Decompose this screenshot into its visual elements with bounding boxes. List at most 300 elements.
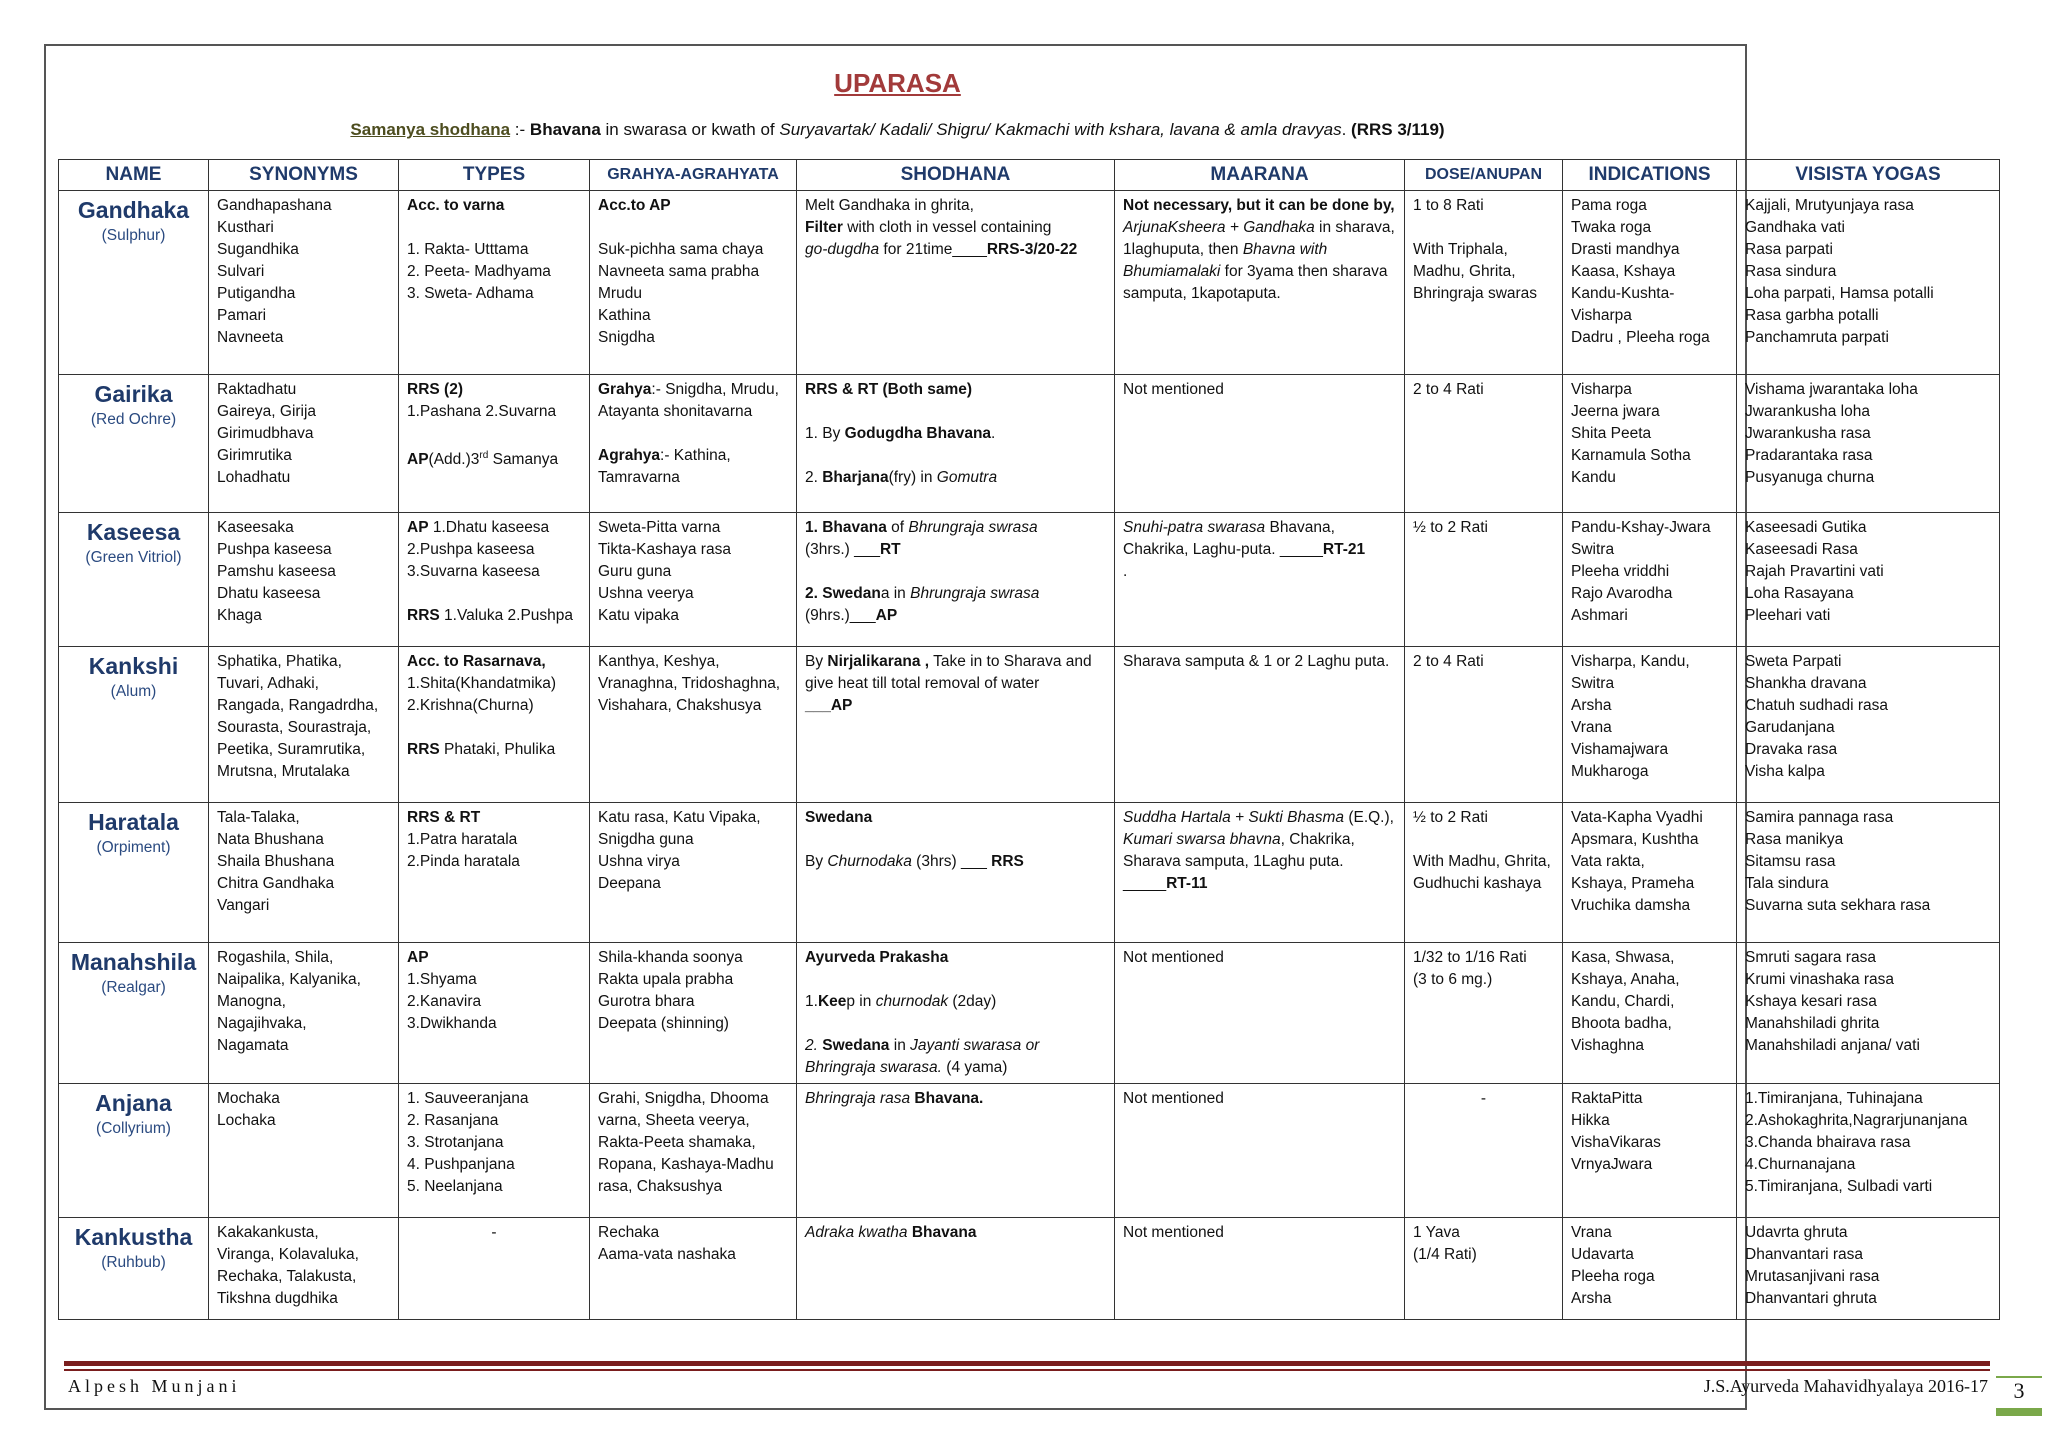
maarana-text: Bhavna with Bhumiamalaki — [1123, 241, 1328, 280]
yoga: Kaseesadi Rasa — [1745, 541, 1858, 558]
indication: Kandu-Kushta-Visharpa — [1571, 285, 1675, 324]
type-text: RRS — [407, 741, 440, 758]
yoga: Kaseesadi Gutika — [1745, 519, 1867, 536]
grahya-line — [598, 539, 788, 561]
shodhana-text: (2day) — [948, 993, 997, 1010]
shodhana-line — [805, 539, 1106, 561]
page-frame — [44, 44, 1988, 1410]
maarana-text: Not mentioned — [1123, 381, 1224, 398]
type-text: RRS & RT — [407, 809, 481, 826]
indication: Arsha — [1571, 1290, 1612, 1307]
table-row — [59, 647, 2000, 803]
substance-name: Kankustha — [74, 1224, 193, 1250]
dose: ½ to 2 Rati — [1413, 809, 1488, 826]
indication: Rajo Avarodha — [1571, 585, 1673, 602]
yoga: Udavrta ghruta — [1745, 1224, 1848, 1241]
shodhana-text: By — [805, 653, 828, 670]
grahya-text: Navneeta sama prabha — [598, 263, 760, 280]
shodhana-text: ___AP — [805, 697, 853, 714]
synonym: Raktadhatu — [217, 381, 297, 398]
indication: Switra — [1571, 541, 1615, 558]
indication: Vata rakta, — [1571, 853, 1645, 870]
maarana-cell — [1115, 1218, 1405, 1320]
indication: Pleeha roga — [1571, 1268, 1655, 1285]
type-line — [407, 1222, 581, 1244]
types-cell — [399, 647, 590, 803]
dose: 1/32 to 1/16 Rati — [1413, 949, 1527, 966]
shodhana-text: Bhrungraja swrasa — [908, 519, 1038, 536]
grahya-text: Kathina — [598, 307, 651, 324]
shodhana-text: a in — [880, 585, 911, 602]
grahya-text: Shila-khanda soonya — [598, 949, 743, 966]
type-line — [407, 651, 581, 673]
type-line — [407, 739, 581, 761]
synonym: Sphatika, Phatika, — [217, 653, 342, 670]
header-name: NAME — [59, 160, 209, 191]
synonym: Khaga — [217, 607, 262, 624]
grahya-text: Rechaka — [598, 1224, 660, 1241]
yoga: Manahshiladi ghrita — [1745, 1015, 1880, 1032]
yoga: Samira pannaga rasa — [1745, 809, 1894, 826]
grahya-text: Ushna virya — [598, 853, 680, 870]
footer-rule — [64, 1361, 1990, 1366]
synonym: Viranga, Kolavaluka, — [217, 1246, 359, 1263]
shodhana-text: 1. By — [805, 425, 845, 442]
shodhana-text: Take in to Sharava and give heat till total removal of water — [805, 653, 1092, 692]
grahya-text: Deepata (shinning) — [598, 1015, 729, 1032]
grahya-line — [598, 873, 788, 895]
indication: Switra — [1571, 675, 1615, 692]
shodhana-text: Bharjana — [822, 469, 889, 486]
yoga: Visha kalpa — [1745, 763, 1825, 780]
shodhana-text: (9hrs.)___ — [805, 607, 876, 624]
table-row — [59, 375, 2000, 513]
grahya-line — [598, 1244, 788, 1266]
indications-cell — [1563, 943, 1737, 1084]
indication: Kandu — [1571, 469, 1616, 486]
type-line — [407, 283, 581, 305]
type-text: 1. Sauveeranjana — [407, 1090, 529, 1107]
shodhana-text: in — [889, 1037, 911, 1054]
shodhana-text: RRS & RT (Both same) — [805, 381, 973, 398]
indications-cell — [1563, 1218, 1737, 1320]
synonym: Mrutsna, Mrutalaka — [217, 763, 350, 780]
yogas-cell — [1737, 647, 2000, 803]
indication: Karnamula Sotha — [1571, 447, 1691, 464]
indication: VishaVikaras — [1571, 1134, 1661, 1151]
synonyms-cell — [209, 375, 399, 513]
grahya-line — [598, 261, 788, 283]
dose: 2 to 4 Rati — [1413, 381, 1484, 398]
maarana-line — [1123, 217, 1396, 305]
dose-cell — [1405, 943, 1563, 1084]
type-text: 1.Patra haratala — [407, 831, 518, 848]
grahya-text: Guru guna — [598, 563, 672, 580]
shodhana-text: 2. Swedan — [805, 585, 881, 602]
maarana-cell — [1115, 1084, 1405, 1218]
type-text: Acc. to varna — [407, 197, 505, 214]
synonyms-cell — [209, 1084, 399, 1218]
page-number-bar — [1996, 1408, 2042, 1416]
grahya-text: Aama-vata nashaka — [598, 1246, 736, 1263]
type-text: AP — [407, 519, 429, 536]
dose: With Madhu, Ghrita, Gudhuchi kashaya — [1413, 853, 1551, 892]
yoga: 4.Churnanajana — [1745, 1156, 1856, 1173]
subtitle-italic: Suryavartak/ Kadali/ Shigru/ Kakmachi with kshara, lavana & amla dravyas — [779, 120, 1342, 139]
type-text: 5. Neelanjana — [407, 1178, 503, 1195]
indication: Pama roga — [1571, 197, 1647, 214]
footer-rule-thin — [64, 1369, 1990, 1371]
english-name: (Red Ochre) — [90, 411, 177, 428]
indications-cell — [1563, 375, 1737, 513]
shodhana-text: Filter — [805, 219, 843, 236]
synonym: Peetika, Suramrutika, — [217, 741, 366, 758]
maarana-cell — [1115, 375, 1405, 513]
yogas-cell — [1737, 803, 2000, 943]
yoga: Dhanvantari rasa — [1745, 1246, 1864, 1263]
types-cell — [399, 191, 590, 375]
grahya-text: :- Kathina, Tamravarna — [598, 447, 731, 486]
substance-name: Gandhaka — [77, 197, 190, 223]
shodhana-line — [805, 583, 1106, 605]
shodhana-line — [805, 1013, 1106, 1035]
type-line — [407, 673, 581, 695]
yoga: Vishama jwarantaka loha — [1745, 381, 1918, 398]
grahya-line — [598, 605, 788, 627]
type-text: 1. Rakta- Utttama — [407, 241, 529, 258]
indication: Kasa, Shwasa, — [1571, 949, 1675, 966]
synonym: Nata Bhushana — [217, 831, 324, 848]
name-cell — [59, 1084, 209, 1218]
maarana-line — [1123, 651, 1396, 673]
dose: With Triphala, Madhu, Ghrita, Bhringraja swaras — [1413, 241, 1538, 302]
type-text: 1.Shita(Khandatmika) — [407, 675, 557, 692]
yoga: Gandhaka vati — [1745, 219, 1845, 236]
types-cell — [399, 1218, 590, 1320]
synonym: Sulvari — [217, 263, 265, 280]
indication: Drasti mandhya — [1571, 241, 1680, 258]
indication: Ashmari — [1571, 607, 1628, 624]
shodhana-text: . — [991, 425, 996, 442]
synonym: Gandhapashana — [217, 197, 332, 214]
shodhana-line — [805, 445, 1106, 467]
indication: Vata-Kapha Vyadhi — [1571, 809, 1703, 826]
indication: Udavarta — [1571, 1246, 1634, 1263]
header-dose: DOSE/ANUPAN — [1405, 160, 1563, 191]
shodhana-cell — [797, 647, 1115, 803]
maarana-line — [1123, 1222, 1396, 1244]
type-line — [407, 829, 581, 851]
type-line — [407, 217, 581, 239]
english-name: (Ruhbub) — [101, 1254, 166, 1271]
type-text: Phataki, Phulika — [439, 741, 556, 758]
yoga: Jwarankusha loha — [1745, 403, 1870, 420]
indications-cell — [1563, 647, 1737, 803]
maarana-text: Bhavana, Chakrika, Laghu-puta. _____ — [1123, 519, 1335, 558]
grahya-line — [598, 423, 788, 445]
yoga: Mrutasanjivani rasa — [1745, 1268, 1880, 1285]
shodhana-line — [805, 195, 1106, 217]
yoga: Pusyanuga churna — [1745, 469, 1875, 486]
maarana-text: for 3yama then sharava samputa, 1kapotaputa. — [1123, 263, 1388, 302]
indication: VrnyaJwara — [1571, 1156, 1653, 1173]
grahya-line — [598, 1013, 788, 1035]
indication: Visharpa, Kandu, — [1571, 653, 1690, 670]
type-line — [407, 517, 581, 539]
maarana-cell — [1115, 513, 1405, 647]
grahya-line — [598, 379, 788, 423]
shodhana-line — [805, 423, 1106, 445]
yoga: Loha parpati, Hamsa potalli — [1745, 285, 1934, 302]
maarana-text: Not necessary, but it can be done by, — [1123, 197, 1395, 214]
type-line — [407, 1132, 581, 1154]
page-title: UPARASA — [834, 68, 961, 98]
synonym: Girimrutika — [217, 447, 292, 464]
type-text: 2. Peeta- Madhyama — [407, 263, 551, 280]
name-cell — [59, 943, 209, 1084]
shodhana-text: (3hrs) ___ — [911, 853, 992, 870]
shodhana-text: RRS-3/20-22 — [986, 241, 1078, 258]
header-maarana: MAARANA — [1115, 160, 1405, 191]
shodhana-text: 2. — [805, 1037, 823, 1054]
yoga: 3.Chanda bhairava rasa — [1745, 1134, 1911, 1151]
yoga: 2.Ashokaghrita,Nagrarjunanjana — [1745, 1112, 1968, 1129]
dose: 1 Yava — [1413, 1224, 1460, 1241]
dose — [1413, 217, 1554, 239]
shodhana-text: for 21time____ — [879, 241, 987, 258]
type-text: 3. Strotanjana — [407, 1134, 504, 1151]
synonyms-cell — [209, 1218, 399, 1320]
page-subtitle — [46, 120, 1749, 140]
synonym: Navneeta — [217, 329, 284, 346]
indications-cell — [1563, 803, 1737, 943]
shodhana-cell — [797, 803, 1115, 943]
synonym: Sugandhika — [217, 241, 299, 258]
yoga: Chatuh sudhadi rasa — [1745, 697, 1889, 714]
yoga: Smruti sagara rasa — [1745, 949, 1876, 966]
shodhana-line — [805, 1088, 1106, 1110]
shodhana-cell — [797, 1218, 1115, 1320]
grahya-text: Rakta upala prabha — [598, 971, 734, 988]
type-line — [407, 539, 581, 561]
grahya-cell — [590, 943, 797, 1084]
english-name: (Green Vitriol) — [85, 549, 182, 566]
type-text: 3.Suvarna kaseesa — [407, 563, 540, 580]
grahya-line — [598, 1222, 788, 1244]
shodhana-text: Ayurveda Prakasha — [805, 949, 949, 966]
synonym: Mochaka — [217, 1090, 280, 1107]
dose-cell — [1405, 375, 1563, 513]
yogas-cell — [1737, 1084, 2000, 1218]
grahya-line — [598, 327, 788, 349]
maarana-text: in sharava, 1laghuputa, then — [1123, 219, 1395, 258]
grahya-text: Katu rasa, Katu Vipaka, — [598, 809, 761, 826]
shodhana-text: Gomutra — [936, 469, 998, 486]
grahya-text: Deepana — [598, 875, 661, 892]
shodhana-text: AP — [875, 607, 898, 624]
synonym: Girimudbhava — [217, 425, 314, 442]
shodhana-text: churnodak — [875, 993, 949, 1010]
synonyms-cell — [209, 943, 399, 1084]
page-number: 3 — [2013, 1378, 2025, 1403]
types-cell — [399, 375, 590, 513]
maarana-text: ArjunaKsheera + Gandhaka — [1123, 219, 1315, 236]
synonym: Shaila Bhushana — [217, 853, 335, 870]
shodhana-text: Kee — [817, 993, 847, 1010]
shodhana-text: Bhrungraja swrasa — [910, 585, 1040, 602]
name-cell — [59, 803, 209, 943]
header-types: TYPES — [399, 160, 590, 191]
shodhana-line — [805, 217, 1106, 239]
grahya-line — [598, 583, 788, 605]
type-text: RRS (2) — [407, 381, 463, 398]
type-line — [407, 695, 581, 717]
subtitle-text: in swarasa or kwath of — [600, 120, 780, 139]
shodhana-line — [805, 829, 1106, 851]
type-line — [407, 717, 581, 739]
dose-cell — [1405, 513, 1563, 647]
shodhana-text: Nirjalikarana , — [827, 653, 930, 670]
yoga: Panchamruta parpati — [1745, 329, 1889, 346]
yoga: Garudanjana — [1745, 719, 1835, 736]
maarana-cell — [1115, 191, 1405, 375]
grahya-line — [598, 217, 788, 239]
type-line — [407, 379, 581, 401]
shodhana-text: Godugdha Bhavana — [844, 425, 992, 442]
type-text: 1.Dhatu kaseesa — [428, 519, 550, 536]
synonym: Rogashila, Shila, — [217, 949, 334, 966]
maarana-text: Snuhi-patra swarasa — [1123, 519, 1266, 536]
yoga: Krumi vinashaka rasa — [1745, 971, 1895, 988]
type-line — [407, 1088, 581, 1110]
type-text: - — [491, 1224, 497, 1241]
type-line — [407, 239, 581, 261]
shodhana-text: Churnodaka — [827, 853, 912, 870]
type-line — [407, 1154, 581, 1176]
grahya-line — [598, 807, 788, 829]
type-text: Acc. to Rasarnava, — [407, 653, 546, 670]
table-row — [59, 1218, 2000, 1320]
table-row — [59, 1084, 2000, 1218]
shodhana-line — [805, 991, 1106, 1013]
type-text: 1.Valuka 2.Pushpa — [439, 607, 574, 624]
yoga: Manahshiladi anjana/ vati — [1745, 1037, 1920, 1054]
indication: Pleeha vriddhi — [1571, 563, 1670, 580]
table-body — [59, 191, 2000, 1320]
type-text: RRS — [407, 607, 440, 624]
type-line — [407, 561, 581, 583]
synonym: Dhatu kaseesa — [217, 585, 321, 602]
synonym: Tuvari, Adhaki, — [217, 675, 319, 692]
yoga: Shankha dravana — [1745, 675, 1867, 692]
substance-name: Kaseesa — [86, 519, 181, 545]
indication: Twaka roga — [1571, 219, 1652, 236]
shodhana-text: (fry) in — [888, 469, 937, 486]
grahya-cell — [590, 803, 797, 943]
dose: ½ to 2 Rati — [1413, 519, 1488, 536]
type-text: 2.Pinda haratala — [407, 853, 520, 870]
maarana-cell — [1115, 647, 1405, 803]
shodhana-text: Adraka kwatha — [805, 1224, 908, 1241]
grahya-line — [598, 829, 788, 851]
yoga: Kshaya kesari rasa — [1745, 993, 1877, 1010]
shodhana-line — [805, 1222, 1106, 1244]
indication: Shita Peeta — [1571, 425, 1652, 442]
indication: Vishamajwara — [1571, 741, 1669, 758]
maarana-text: , Chakrika, Sharava samputa, 1Laghu puta. _____ — [1123, 831, 1355, 892]
english-name: (Sulphur) — [101, 227, 166, 244]
synonym: Tala-Talaka, — [217, 809, 300, 826]
shodhana-text: go-dugdha — [805, 241, 880, 258]
maarana-text: Kumari swarsa bhavna — [1123, 831, 1281, 848]
shodhana-text: 1. Bhavana — [805, 519, 887, 536]
uparasa-table — [58, 159, 2000, 1320]
synonym: Lohadhatu — [217, 469, 291, 486]
type-text: 2.Krishna(Churna) — [407, 697, 534, 714]
yoga: Suvarna suta sekhara rasa — [1745, 897, 1931, 914]
shodhana-text: (4 yama) — [941, 1059, 1008, 1076]
maarana-text: Not mentioned — [1123, 949, 1224, 966]
shodhana-line — [805, 947, 1106, 969]
grahya-text: Katu vipaka — [598, 607, 679, 624]
maarana-cell — [1115, 943, 1405, 1084]
substance-name: Manahshila — [70, 949, 197, 975]
synonym: Pamari — [217, 307, 267, 324]
shodhana-text: Swedana — [822, 1037, 890, 1054]
maarana-cell — [1115, 803, 1405, 943]
synonym: Naipalika, Kalyanika, — [217, 971, 361, 988]
yoga: Pradarantaka rasa — [1745, 447, 1873, 464]
substance-name: Gairika — [94, 381, 173, 407]
types-cell — [399, 513, 590, 647]
indications-cell — [1563, 191, 1737, 375]
shodhana-text: Bhavana — [907, 1224, 977, 1241]
synonym: Vangari — [217, 897, 270, 914]
grahya-text: Gurotra bhara — [598, 993, 695, 1010]
yoga: Dhanvantari ghruta — [1745, 1290, 1877, 1307]
shodhana-line — [805, 1035, 1106, 1079]
indication: Dadru , Pleeha roga — [1571, 329, 1710, 346]
indication: Vruchika damsha — [1571, 897, 1691, 914]
name-cell — [59, 375, 209, 513]
maarana-text: RT-21 — [1322, 541, 1366, 558]
dose-cell — [1405, 803, 1563, 943]
grahya-line — [598, 445, 788, 489]
indication: Bhoota badha, — [1571, 1015, 1672, 1032]
grahya-cell — [590, 375, 797, 513]
type-line — [407, 991, 581, 1013]
synonym: Kakakankusta, — [217, 1224, 319, 1241]
subtitle-ref: (RRS 3/119) — [1351, 120, 1445, 139]
types-cell — [399, 1084, 590, 1218]
maarana-line — [1123, 947, 1396, 969]
yoga: 1.Timiranjana, Tuhinajana — [1745, 1090, 1923, 1107]
shodhana-line — [805, 969, 1106, 991]
synonym: Pushpa kaseesa — [217, 541, 332, 558]
maarana-text: RT-11 — [1166, 875, 1208, 892]
type-text: AP — [407, 949, 429, 966]
shodhana-line — [805, 851, 1106, 873]
dose: - — [1480, 1090, 1487, 1107]
grahya-text: Suk-pichha sama chaya — [598, 241, 764, 258]
synonyms-cell — [209, 647, 399, 803]
shodhana-text: Swedana — [805, 809, 873, 826]
synonym: Tikshna dugdhika — [217, 1290, 338, 1307]
synonym: Kusthari — [217, 219, 274, 236]
header-synonyms: SYNONYMS — [209, 160, 399, 191]
type-line — [407, 947, 581, 969]
indications-cell — [1563, 1084, 1737, 1218]
